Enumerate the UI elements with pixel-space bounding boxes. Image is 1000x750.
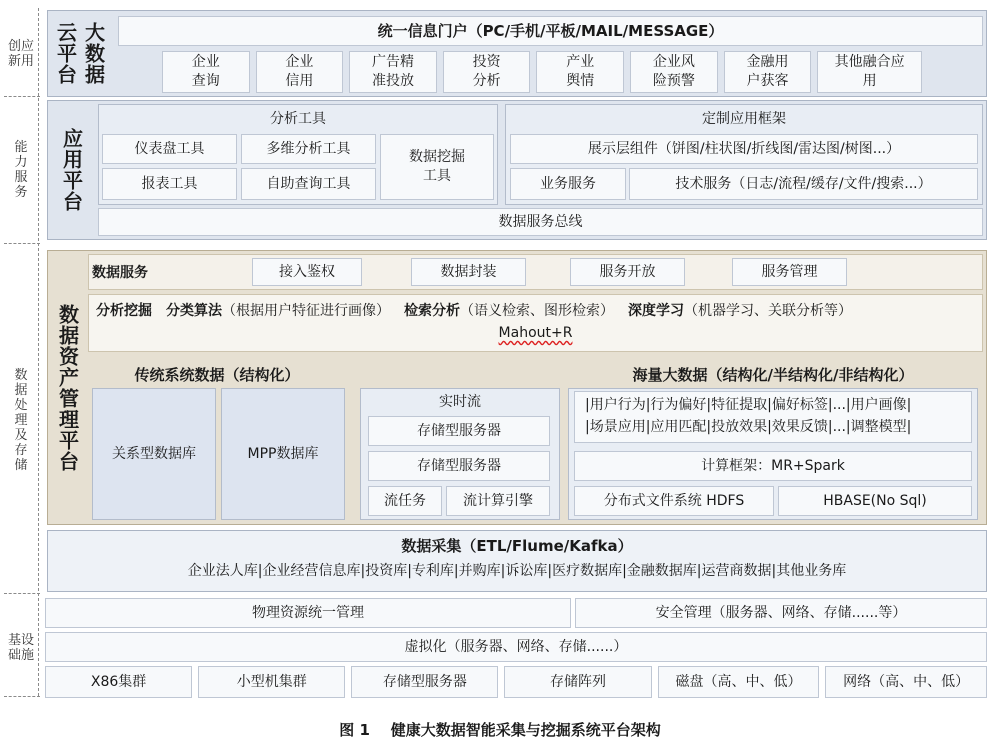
data-mining-tool: 数据挖掘 工具	[380, 134, 494, 200]
data-sources: 企业法人库|企业经营信息库|投资库|专利库|并购库|诉讼库|医疗数据库|金融数据库|运营商数据|其他业务库	[187, 563, 847, 579]
search-label: 检索分析	[404, 303, 460, 319]
physical-resource-mgmt: 物理资源统一管理	[45, 598, 571, 628]
app-enterprise-credit: 企业 信用	[256, 51, 344, 93]
app-platform-title: 应用平台	[59, 128, 84, 212]
olap-tool: 多维分析工具	[241, 134, 376, 164]
self-query-tool: 自助查询工具	[241, 168, 376, 200]
side-label-capability: 能 力 服 务	[14, 140, 28, 200]
traditional-data-title: 传统系统数据（结构化）	[134, 365, 300, 384]
storage-server-2: 存储型服务器	[368, 451, 550, 481]
side-label-innovation: 创应 新用	[7, 39, 34, 69]
security-mgmt: 安全管理（服务器、网络、存储......等）	[575, 598, 987, 628]
dashboard-tool: 仪表盘工具	[102, 134, 237, 164]
bigdata-title: 大数据	[81, 21, 106, 85]
hdfs: 分布式文件系统 HDFS	[574, 486, 774, 516]
tags-box	[574, 391, 972, 443]
display-components: 展示层组件（饼图/柱状图/折线图/雷达图/树图...）	[510, 134, 978, 164]
hardware-row	[45, 666, 987, 698]
classify-label: 分类算法	[166, 303, 222, 319]
app-financial-acquisition: 金融用 户获客	[724, 51, 812, 93]
data-service-label: 数据服务	[92, 265, 148, 281]
data-collection-title: 数据采集（ETL/Flume/Kafka）	[401, 536, 633, 555]
realtime-stream-title: 实时流	[439, 394, 481, 410]
search-desc: （语义检索、图形检索）	[460, 303, 614, 319]
side-divider-2	[4, 243, 40, 244]
deep-learning-label: 深度学习	[628, 303, 684, 319]
analysis-mining-label: 分析挖掘	[96, 303, 152, 319]
side-label-processing: 数 据 处 理 及 存 储	[14, 367, 28, 473]
access-auth: 接入鉴权	[252, 258, 362, 286]
data-encapsulation: 数据封装	[411, 258, 526, 286]
app-enterprise-query: 企业 查询	[162, 51, 250, 93]
storage-array: 存储阵列	[504, 666, 651, 698]
disk: 磁盘（高、中、低）	[658, 666, 820, 698]
mahout-r: Mahout+R	[498, 325, 573, 341]
cloud-title: 云平台	[53, 21, 78, 85]
side-divider-3	[4, 593, 40, 594]
deep-learning-desc: （机器学习、关联分析等）	[684, 303, 852, 319]
analysis-tools-title: 分析工具	[270, 111, 326, 127]
relational-db: 关系型数据库	[92, 388, 216, 520]
hbase: HBASE(No Sql)	[778, 486, 972, 516]
service-open: 服务开放	[570, 258, 685, 286]
report-tool: 报表工具	[102, 168, 237, 200]
mpp-db: MPP数据库	[221, 388, 345, 520]
classify-desc: （根据用户特征进行画像）	[222, 303, 390, 319]
stream-task: 流任务	[368, 486, 442, 516]
unified-portal: 统一信息门户（PC/手机/平板/MAIL/MESSAGE）	[118, 16, 983, 46]
storage-server-hw: 存储型服务器	[351, 666, 498, 698]
service-management: 服务管理	[732, 258, 847, 286]
tech-service: 技术服务（日志/流程/缓存/文件/搜索...）	[629, 168, 978, 200]
asset-platform-title: 数据资产管理平台	[55, 304, 80, 472]
mahout-r-wrap	[88, 322, 983, 344]
data-service-row	[88, 254, 983, 290]
storage-server-1: 存储型服务器	[368, 416, 550, 446]
minicomputer-cluster: 小型机集群	[198, 666, 345, 698]
x86-cluster: X86集群	[45, 666, 192, 698]
business-service: 业务服务	[510, 168, 626, 200]
figure-caption: 图 1 健康大数据智能采集与挖掘系统平台架构	[339, 720, 661, 739]
cloud-apps-row	[162, 51, 922, 93]
virtualization: 虚拟化（服务器、网络、存储......）	[45, 632, 987, 662]
tags-line-1: |用户行为|行为偏好|特征提取|偏好标签|...|用户画像|	[585, 397, 912, 413]
data-service-bus: 数据服务总线	[98, 208, 983, 236]
app-ad-targeting: 广告精 准投放	[349, 51, 437, 93]
app-investment-analysis: 投资 分析	[443, 51, 531, 93]
stream-compute-engine: 流计算引擎	[446, 486, 550, 516]
side-divider-4	[4, 696, 40, 697]
compute-framework: 计算框架：MR+Spark	[574, 451, 972, 481]
network: 网络（高、中、低）	[825, 666, 987, 698]
app-other-fusion: 其他融合应 用	[817, 51, 922, 93]
side-label-infrastructure: 基设 础施	[7, 633, 34, 663]
app-risk-warning: 企业风 险预警	[630, 51, 718, 93]
massive-data-title: 海量大数据（结构化/半结构化/非结构化）	[632, 365, 914, 384]
tags-line-2: |场景应用|应用匹配|投放效果|效果反馈|...|调整模型|	[585, 419, 912, 435]
analysis-mining-line	[96, 300, 976, 322]
custom-framework-title: 定制应用框架	[702, 111, 786, 127]
side-divider-1	[4, 96, 40, 97]
app-industry-sentiment: 产业 舆情	[536, 51, 624, 93]
